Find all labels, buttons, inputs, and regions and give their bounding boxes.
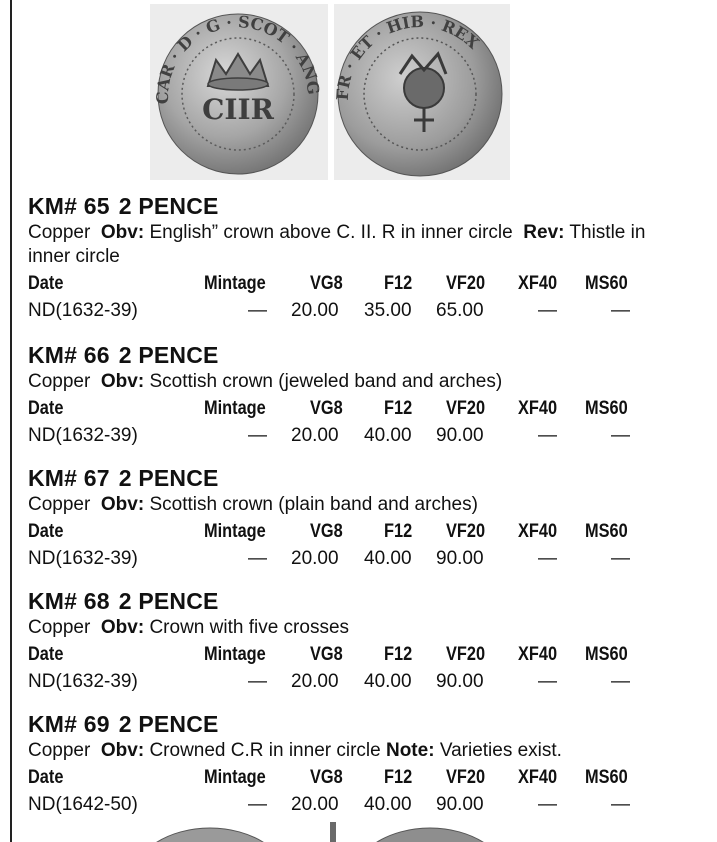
coin-photo-next-partial: [100, 822, 550, 842]
price-table: [28, 644, 688, 696]
entry-title: [28, 465, 688, 491]
denomination: 2 PENCE: [118, 342, 219, 368]
cell-f12: 40.00: [364, 794, 412, 815]
obverse-label: Obv:: [100, 371, 145, 392]
entry-description: [28, 370, 688, 394]
coin-photo-km65: [150, 4, 510, 180]
cell-xf40: —: [538, 548, 557, 569]
col-header-xf40: XF40: [518, 521, 558, 542]
cell-date: ND(1632-39): [28, 425, 138, 446]
cell-vf20: 90.00: [436, 425, 484, 446]
metal: Copper: [28, 371, 91, 392]
obverse-label: Obv:: [100, 494, 145, 515]
cell-ms60: —: [611, 425, 630, 446]
col-header-mintage: Mintage: [204, 398, 266, 419]
col-header-vf20: VF20: [446, 273, 486, 294]
entry-description: [28, 493, 688, 517]
km-number: KM# 66: [28, 342, 110, 368]
cell-vg8: 20.00: [291, 425, 339, 446]
col-header-xf40: XF40: [518, 644, 558, 665]
obverse-label: Obv:: [100, 222, 145, 243]
cell-date: ND(1642-50): [28, 794, 138, 815]
obverse-label: Obv:: [100, 740, 145, 761]
cell-vf20: 90.00: [436, 671, 484, 692]
col-header-vg8: VG8: [310, 644, 343, 665]
col-header-xf40: XF40: [518, 398, 558, 419]
col-header-vg8: VG8: [310, 398, 343, 419]
col-header-f12: F12: [384, 767, 413, 788]
coin-reverse: [333, 4, 510, 180]
col-header-vf20: VF20: [446, 767, 486, 788]
cell-date: ND(1632-39): [28, 300, 138, 321]
cell-mintage: —: [248, 300, 267, 321]
cell-xf40: —: [538, 671, 557, 692]
cell-xf40: —: [538, 425, 557, 446]
catalog-entry-km69: [28, 711, 688, 819]
metal: Copper: [28, 494, 91, 515]
col-header-f12: F12: [384, 273, 413, 294]
entry-title: [28, 193, 688, 219]
entry-title: [28, 711, 688, 737]
obverse-text: Crowned C.R in inner circle: [149, 740, 381, 761]
col-header-date: Date: [28, 644, 64, 665]
svg-text:CAR · D · G · SCOT · ANG: CAR · D · G · SCOT · ANG: [152, 12, 324, 105]
cell-ms60: —: [611, 794, 630, 815]
note-text: Varieties exist.: [439, 740, 562, 761]
obverse-text: Crown with five crosses: [149, 617, 350, 638]
catalog-entry-km67: [28, 465, 688, 573]
cell-f12: 40.00: [364, 425, 412, 446]
catalog-entry-km65: [28, 193, 688, 325]
col-header-vf20: VF20: [446, 398, 486, 419]
col-header-date: Date: [28, 273, 64, 294]
obverse-text: Scottish crown (plain band and arches): [149, 494, 478, 515]
cell-vg8: 20.00: [291, 300, 339, 321]
cell-date: ND(1632-39): [28, 671, 138, 692]
metal: Copper: [28, 222, 91, 243]
cell-vg8: 20.00: [291, 671, 339, 692]
cell-mintage: —: [248, 425, 267, 446]
denomination: 2 PENCE: [118, 711, 219, 737]
col-header-mintage: Mintage: [204, 521, 266, 542]
cell-ms60: —: [611, 671, 630, 692]
price-table: [28, 273, 688, 325]
catalog-entry-km68: [28, 588, 688, 696]
cell-vf20: 90.00: [436, 794, 484, 815]
col-header-mintage: Mintage: [204, 767, 266, 788]
col-header-xf40: XF40: [518, 767, 558, 788]
col-header-date: Date: [28, 767, 64, 788]
catalog-entry-km66: [28, 342, 688, 450]
entry-description: [28, 616, 688, 640]
cell-mintage: —: [248, 794, 267, 815]
col-header-f12: F12: [384, 521, 413, 542]
col-header-vf20: VF20: [446, 521, 486, 542]
col-header-ms60: MS60: [585, 273, 628, 294]
col-header-ms60: MS60: [585, 521, 628, 542]
reverse-label: Rev:: [523, 222, 565, 243]
cell-date: ND(1632-39): [28, 548, 138, 569]
col-header-ms60: MS60: [585, 767, 628, 788]
denomination: 2 PENCE: [118, 465, 219, 491]
col-header-ms60: MS60: [585, 644, 628, 665]
cell-vg8: 20.00: [291, 794, 339, 815]
entry-title: [28, 588, 688, 614]
svg-text:CIIR: CIIR: [202, 93, 274, 126]
entry-description: [28, 739, 688, 763]
cell-ms60: —: [611, 548, 630, 569]
cell-vg8: 20.00: [291, 548, 339, 569]
col-header-mintage: Mintage: [204, 644, 266, 665]
price-table: [28, 398, 688, 450]
col-header-vf20: VF20: [446, 644, 486, 665]
km-number: KM# 69: [28, 711, 110, 737]
svg-text:FR · ET · HIB · REX: FR · ET · HIB · REX: [332, 11, 483, 101]
metal: Copper: [28, 617, 91, 638]
cell-f12: 35.00: [364, 300, 412, 321]
metal: Copper: [28, 740, 91, 761]
col-header-xf40: XF40: [518, 273, 558, 294]
entry-title: [28, 342, 688, 368]
reverse-text: Thistle in inner circle: [28, 222, 646, 267]
col-header-mintage: Mintage: [204, 273, 266, 294]
cell-vf20: 90.00: [436, 548, 484, 569]
cell-mintage: —: [248, 671, 267, 692]
col-header-ms60: MS60: [585, 398, 628, 419]
cell-f12: 40.00: [364, 671, 412, 692]
price-table: [28, 767, 688, 819]
col-header-vg8: VG8: [310, 521, 343, 542]
page-border-line: [10, 0, 12, 842]
cell-vf20: 65.00: [436, 300, 484, 321]
km-number: KM# 65: [28, 193, 110, 219]
coin-obverse: [150, 4, 328, 180]
obverse-text: Scottish crown (jeweled band and arches): [149, 371, 503, 392]
obverse-label: Obv:: [100, 617, 145, 638]
cell-mintage: —: [248, 548, 267, 569]
cell-xf40: —: [538, 300, 557, 321]
km-number: KM# 67: [28, 465, 110, 491]
denomination: 2 PENCE: [118, 193, 219, 219]
obverse-text: English” crown above C. II. R in inner circle: [149, 222, 513, 243]
col-header-vg8: VG8: [310, 273, 343, 294]
cell-ms60: —: [611, 300, 630, 321]
cell-xf40: —: [538, 794, 557, 815]
denomination: 2 PENCE: [118, 588, 219, 614]
km-number: KM# 68: [28, 588, 110, 614]
note-label: Note:: [385, 740, 435, 761]
cell-f12: 40.00: [364, 548, 412, 569]
col-header-f12: F12: [384, 644, 413, 665]
col-header-date: Date: [28, 521, 64, 542]
col-header-f12: F12: [384, 398, 413, 419]
col-header-vg8: VG8: [310, 767, 343, 788]
price-table: [28, 521, 688, 573]
entry-description: [28, 221, 688, 269]
col-header-date: Date: [28, 398, 64, 419]
